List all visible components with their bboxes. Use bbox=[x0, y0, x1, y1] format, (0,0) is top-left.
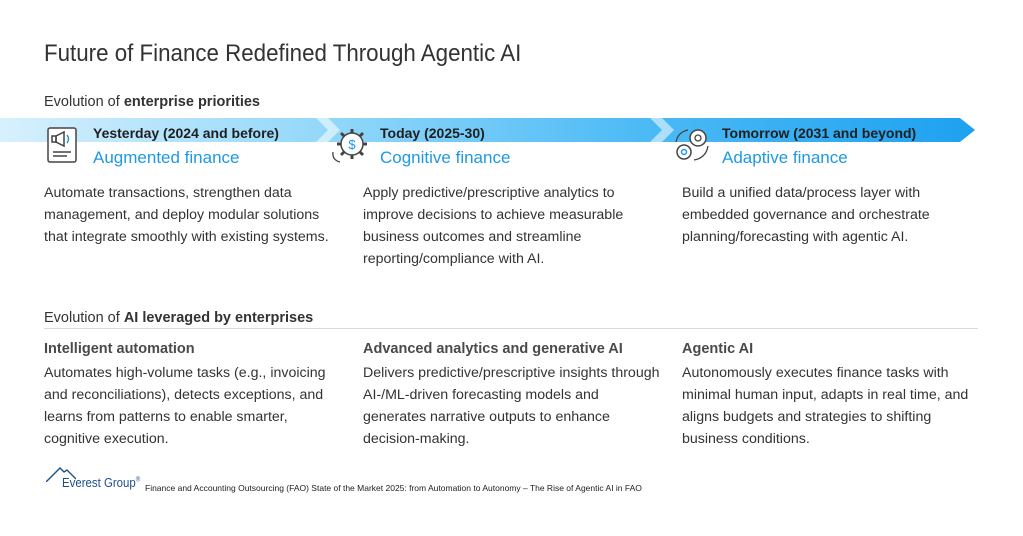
stage-tomorrow bbox=[672, 124, 712, 169]
page-title: Future of Finance Redefined Through Agentic AI bbox=[44, 40, 522, 67]
stage-today-description: Apply predictive/prescriptive analytics to improve decisions to achieve measurable business outcomes and streamline reporting/compliance with AI. bbox=[363, 185, 624, 267]
ai-label-prefix: Evolution of bbox=[44, 310, 124, 326]
ai-column-heading-automation: Intelligent automation bbox=[44, 341, 195, 357]
priorities-label-bold: enterprise priorities bbox=[123, 94, 260, 110]
ai-label-bold: AI leveraged by enterprises bbox=[123, 310, 314, 326]
ai-section-label bbox=[44, 310, 313, 326]
everest-logo-text bbox=[62, 475, 140, 490]
stage-today-subtitle: Cognitive finance bbox=[380, 148, 511, 167]
stage-today-title: Today (2025-30) bbox=[380, 125, 485, 141]
ai-column-heading-analytics: Advanced analytics and generative AI bbox=[363, 341, 623, 357]
ai-column-description-agentic: Autonomously executes finance tasks with minimal human input, adapts in real time, and aligns budgets and strategies to shifting business conditions. bbox=[682, 365, 969, 447]
stage-yesterday-description: Automate transactions, strengthen data management, and deploy modular solutions that integrate smoothly with existing systems. bbox=[44, 185, 329, 245]
stage-yesterday bbox=[44, 124, 84, 169]
ai-column-description-automation: Automates high-volume tasks (e.g., invoicing and reconciliations), detects exceptions, and learns from patterns to enable smarter, cognitive execution. bbox=[44, 365, 326, 447]
gear-dollar-icon bbox=[330, 124, 370, 164]
ai-column-description-analytics: Delivers predictive/prescriptive insights through AI-/ML-driven forecasting models and generates narrative outputs to enhance decision-making. bbox=[363, 365, 660, 447]
priorities-label-prefix: Evolution of bbox=[44, 94, 124, 110]
section-divider bbox=[44, 328, 978, 329]
gears-cycle-icon bbox=[672, 124, 712, 164]
megaphone-document-icon bbox=[44, 124, 84, 164]
stage-yesterday-subtitle: Augmented finance bbox=[93, 148, 240, 167]
logo-registered-mark: ® bbox=[135, 476, 141, 484]
stage-tomorrow-title: Tomorrow (2031 and beyond) bbox=[722, 125, 917, 141]
stage-today bbox=[330, 124, 370, 169]
source-note: Finance and Accounting Outsourcing (FAO) State of the Market 2025: from Automation to Autonomy – The Rise of Agentic AI in FAO bbox=[145, 483, 642, 493]
ai-column-heading-agentic: Agentic AI bbox=[682, 341, 754, 357]
svg-text:$: $ bbox=[348, 137, 356, 152]
logo-name: Everest Group bbox=[62, 475, 136, 490]
stage-tomorrow-subtitle: Adaptive finance bbox=[722, 148, 848, 167]
stage-yesterday-title: Yesterday (2024 and before) bbox=[93, 125, 279, 141]
priorities-section-label bbox=[44, 94, 260, 110]
stage-tomorrow-description: Build a unified data/process layer with embedded governance and orchestrate planning/forecasting with agentic AI. bbox=[682, 185, 930, 245]
